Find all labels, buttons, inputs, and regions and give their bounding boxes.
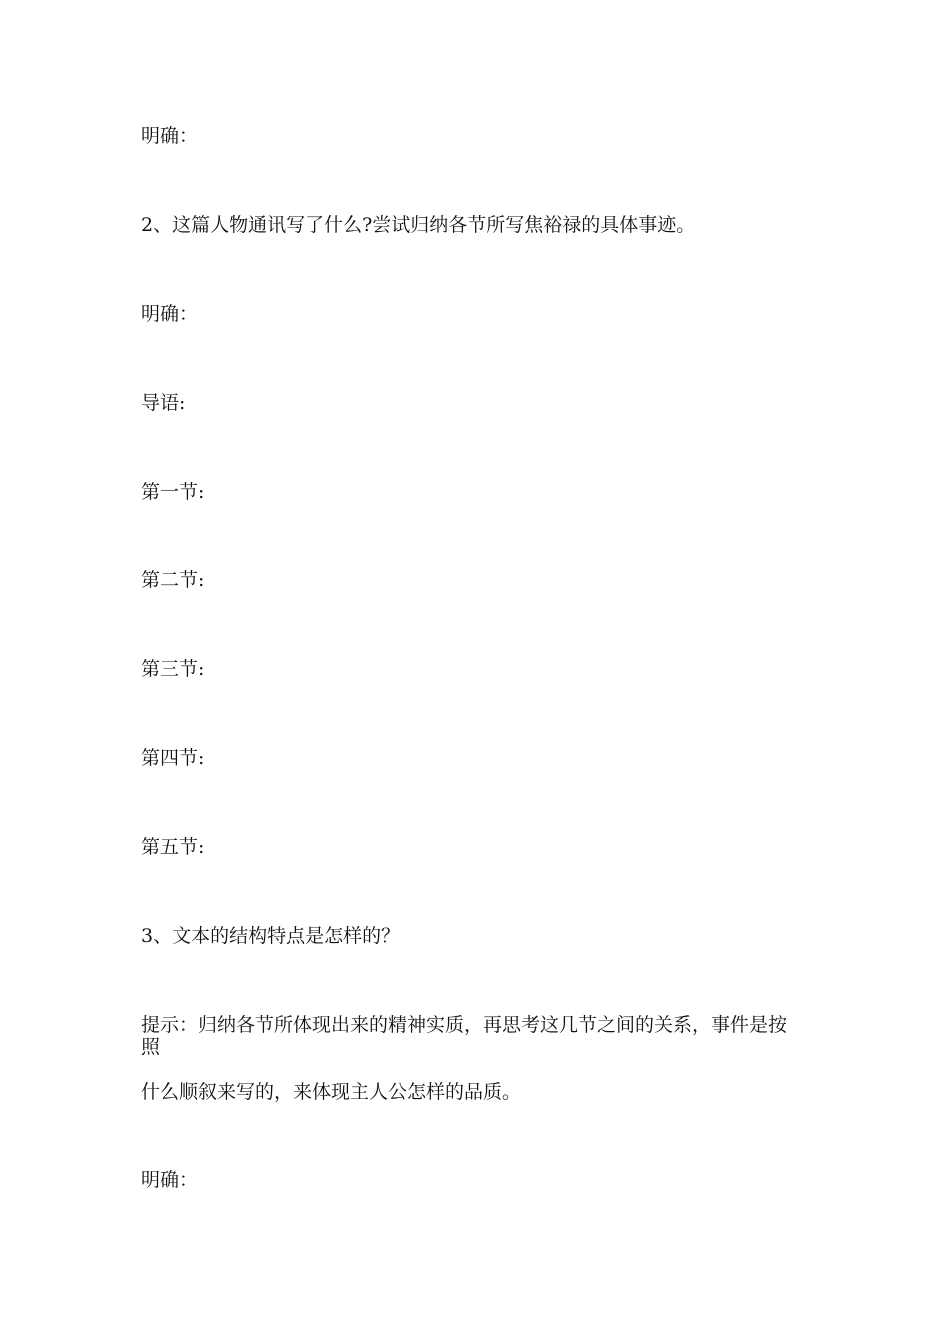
section-4-label: 第四节: (141, 747, 205, 769)
hint-line-2: 什么顺叙来写的，来体现主人公怎样的品质。 (141, 1081, 522, 1103)
section-1-label: 第一节: (141, 481, 205, 503)
hint-line-1-wrap: 照 (141, 1036, 161, 1058)
section-5-label: 第五节: (141, 836, 205, 858)
answer-label: 明确： (141, 125, 199, 147)
question-2: 2、这篇人物通讯写了什么?尝试归纳各节所写焦裕禄的具体事迹。 (141, 214, 696, 236)
section-2-label: 第二节: (141, 569, 205, 591)
hint-line-1: 提示：归纳各节所体现出来的精神实质，再思考这几节之间的关系，事件是按 (141, 1014, 788, 1036)
section-lead-label: 导语: (141, 392, 186, 414)
answer-label: 明确： (141, 1169, 199, 1191)
question-3: 3、文本的结构特点是怎样的？ (141, 925, 401, 947)
section-3-label: 第三节: (141, 658, 205, 680)
answer-label: 明确： (141, 303, 199, 325)
